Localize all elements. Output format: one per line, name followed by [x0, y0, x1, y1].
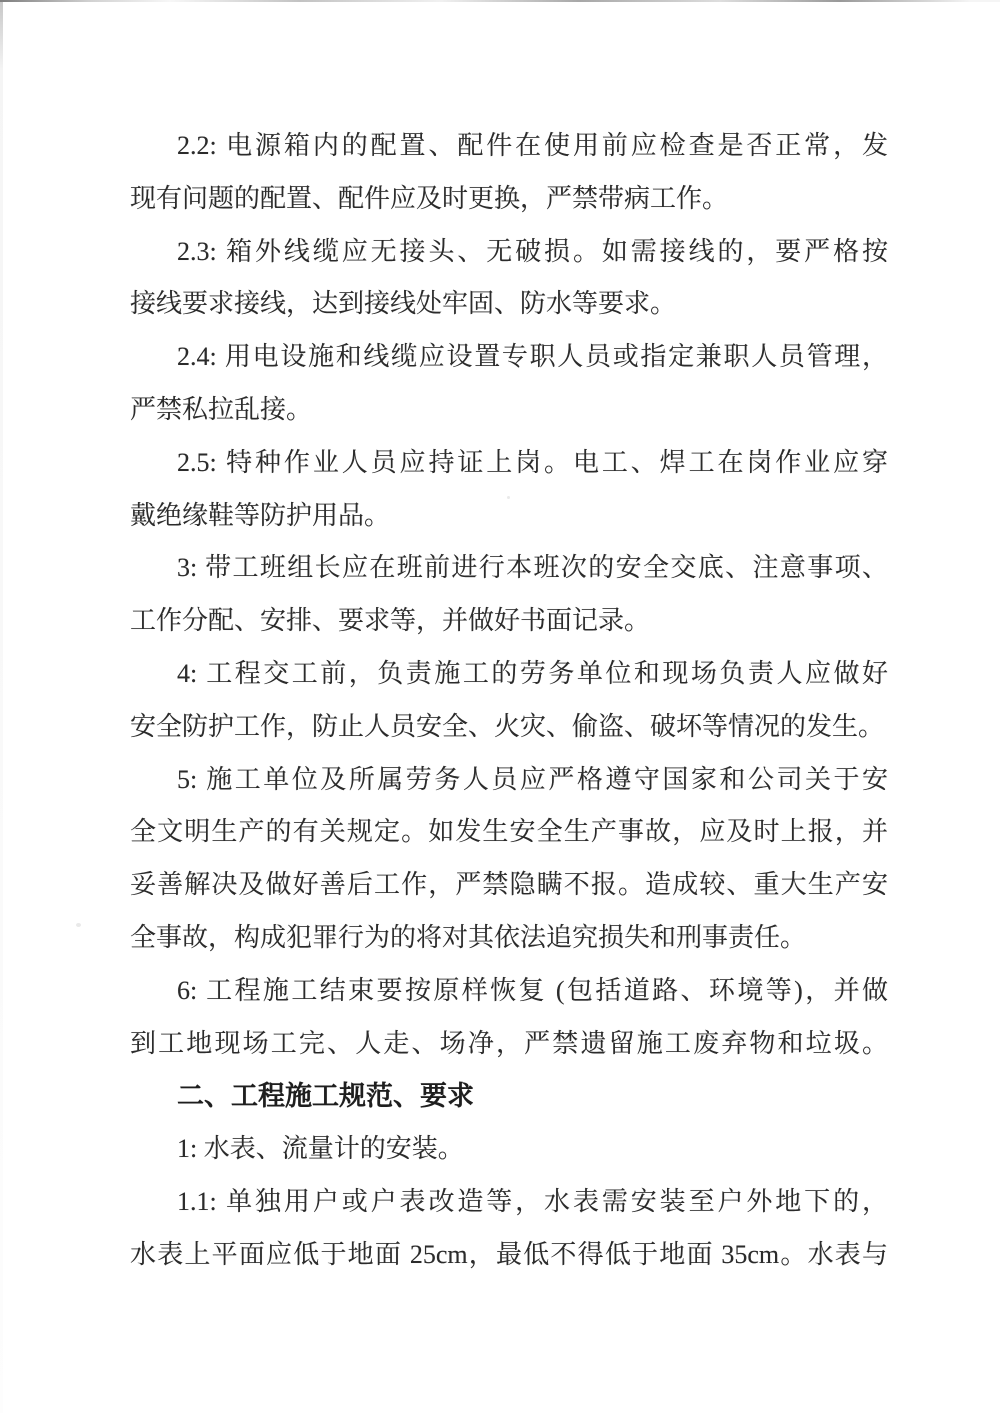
doc-line-4-1: 4: 工程交工前，负责施工的劳务单位和现场负责人应做好	[177, 658, 888, 688]
doc-line-2-2-2: 现有问题的配置、配件应及时更换，严禁带病工作。	[130, 183, 729, 213]
doc-line-1-1-1: 1.1: 单独用户或户表改造等，水表需安装至户外地下的，	[177, 1186, 888, 1216]
section-heading: 二、工程施工规范、要求	[177, 1081, 474, 1112]
doc-line-1-1-2: 水表上平面应低于地面 25cm，最低不得低于地面 35cm。水表与	[130, 1239, 888, 1269]
doc-line-4-2: 安全防护工作，防止人员安全、火灾、偷盗、破坏等情况的发生。	[130, 711, 885, 741]
doc-line-6-1: 6: 工程施工结束要按原样恢复 (包括道路、环境等)，并做	[177, 975, 888, 1005]
doc-line-5-4: 全事故，构成犯罪行为的将对其依法追究损失和刑事责任。	[130, 922, 807, 952]
doc-line-2-2-1: 2.2: 电源箱内的配置、配件在使用前应检查是否正常，发	[177, 131, 888, 160]
doc-line-2-4-1: 2.4: 用电设施和线缆应设置专职人员或指定兼职人员管理，	[177, 342, 888, 372]
scan-artifact-speck	[76, 923, 81, 927]
doc-line-2-4-2: 严禁私拉乱接。	[130, 394, 313, 424]
doc-line-2-3-2: 接线要求接线，达到接线处牢固、防水等要求。	[130, 289, 677, 319]
doc-line-5-1: 5: 施工单位及所属劳务人员应严格遵守国家和公司关于安	[177, 764, 888, 794]
doc-line-2-5-1: 2.5: 特种作业人员应持证上岗。电工、焊工在岗作业应穿	[177, 447, 888, 477]
doc-line-5-3: 妥善解决及做好善后工作，严禁隐瞒不报。造成较、重大生产安	[130, 870, 888, 900]
scan-artifact-top-edge	[0, 0, 1000, 2]
doc-line-2-5-2: 戴绝缘鞋等防护用品。	[130, 500, 391, 530]
doc-line-6-2: 到工地现场工完、人走、场净，严禁遗留施工废弃物和垃圾。	[130, 1028, 888, 1058]
doc-line-3-2: 工作分配、安排、要求等，并做好书面记录。	[130, 606, 651, 636]
doc-line-3-1: 3: 带工班组长应在班前进行本班次的安全交底、注意事项、	[177, 553, 888, 583]
document-text-block	[130, 120, 888, 1282]
scan-artifact-left-edge	[0, 0, 3, 1413]
doc-line-5-2: 全文明生产的有关规定。如发生安全生产事故，应及时上报，并	[130, 817, 888, 847]
doc-line-2-3-1: 2.3: 箱外线缆应无接头、无破损。如需接线的，要严格按	[177, 236, 888, 266]
doc-line-1: 1: 水表、流量计的安装。	[177, 1134, 464, 1164]
